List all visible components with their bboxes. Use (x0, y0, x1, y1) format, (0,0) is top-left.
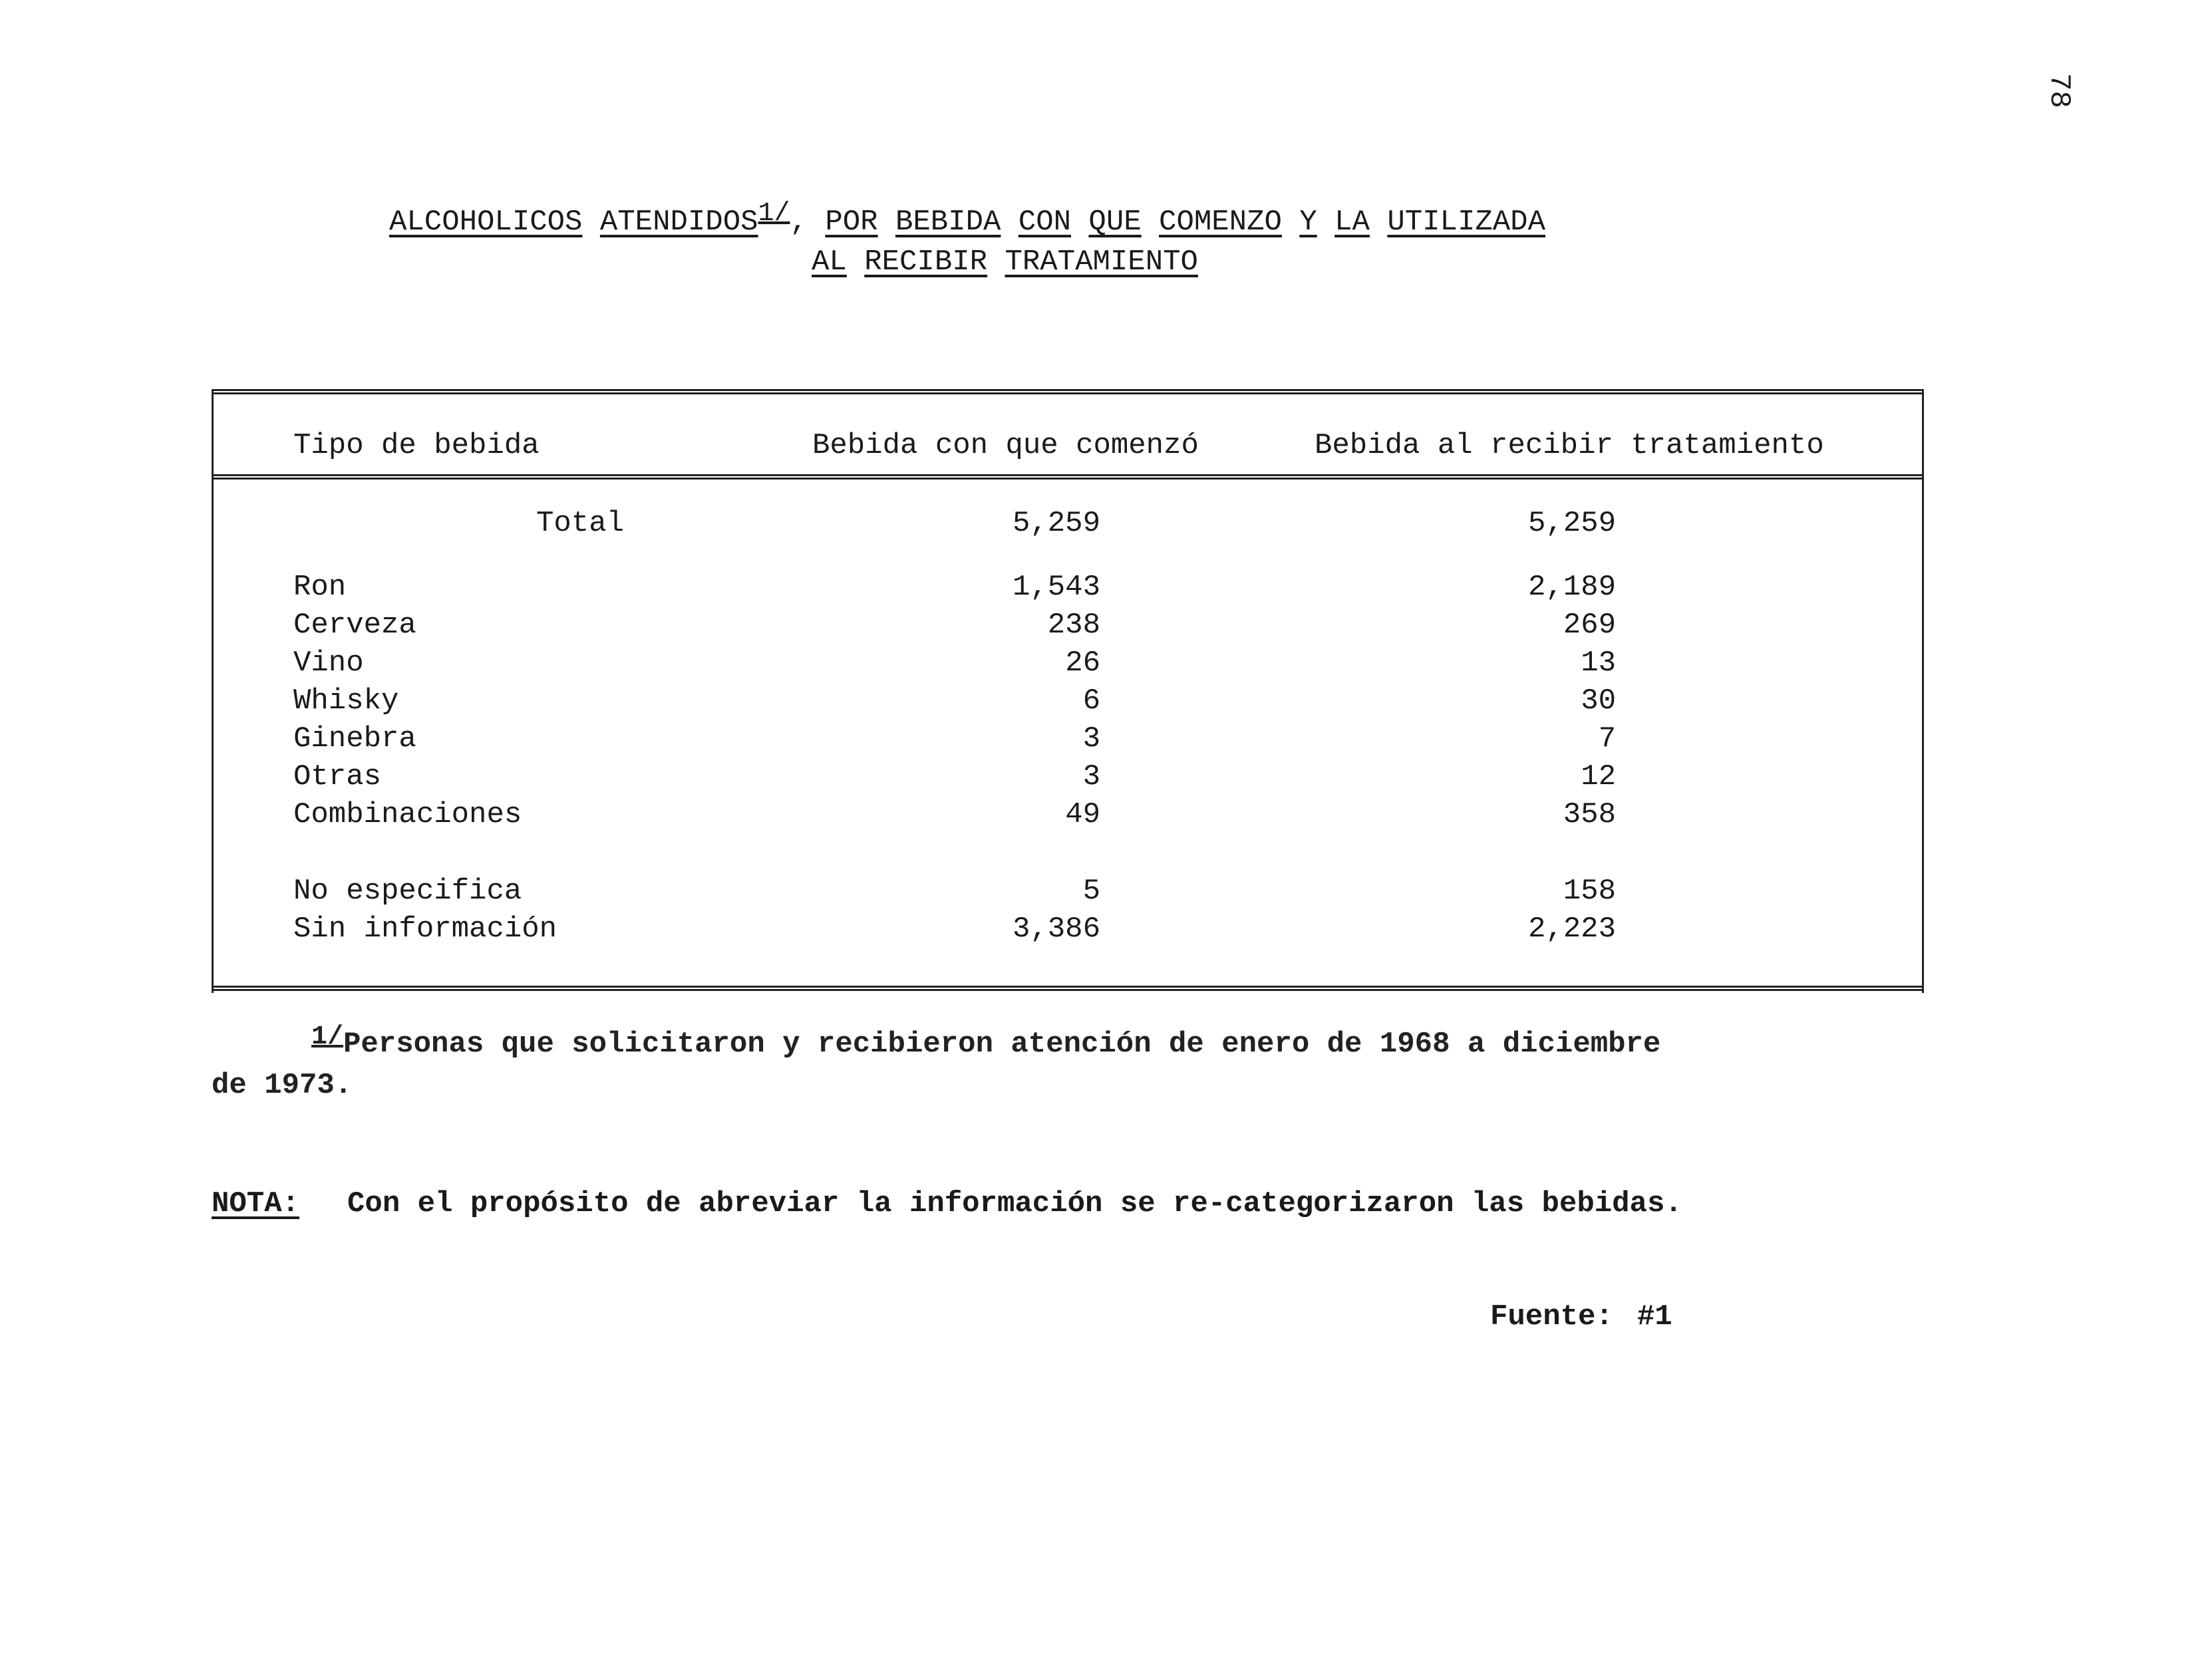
value-treatment: 5,259 (1527, 507, 1616, 540)
title-word: ALCOHOLICOS (389, 206, 583, 239)
nota (212, 1187, 1682, 1220)
nota-text: Con el propósito de abreviar la información se re-categorizaron las bebidas. (347, 1187, 1682, 1220)
row-label: Cerveza (293, 609, 416, 642)
value-treatment: 13 (1581, 646, 1616, 680)
row-label: Total (536, 507, 625, 540)
header-bebida-al-recibir-tratamiento: Bebida al recibir tratamiento (1315, 429, 1824, 462)
title-line-2 (389, 243, 1720, 281)
value-start: 3 (1082, 722, 1100, 756)
title-word: ATENDIDOS (599, 206, 758, 239)
title-word: TRATAMIENTO (1005, 245, 1198, 279)
title-footnote-ref: 1/ (758, 199, 790, 229)
value-treatment: 158 (1563, 875, 1616, 908)
footnote-text: Personas que solicitaron y recibieron atención de enero de 1968 a diciembre (343, 1028, 1661, 1061)
value-start: 49 (1065, 798, 1100, 831)
footnote-mark: 1/ (311, 1022, 344, 1052)
value-start: 26 (1065, 646, 1100, 680)
nota-label: NOTA: (212, 1187, 300, 1220)
source-value: #1 (1637, 1300, 1672, 1333)
row-label: Combinaciones (293, 798, 522, 831)
title-word: QUE (1088, 206, 1142, 239)
row-label: Ginebra (293, 722, 416, 756)
table-title (389, 199, 1720, 281)
title-word: BEBIDA (895, 206, 1001, 239)
title-line-1: ALCOHOLICOS ATENDIDOS1/, POR BEBIDA CON QUE COMENZO Y LA UTILIZADA (389, 199, 1545, 239)
table-row (214, 609, 1922, 646)
value-start: 5,259 (1012, 507, 1100, 540)
table-header-rule (214, 474, 1922, 480)
footnote-line-1 (212, 1024, 1875, 1065)
footnote-line-2: de 1973. (212, 1069, 353, 1102)
header-tipo-de-bebida: Tipo de bebida (293, 429, 540, 462)
table-row (214, 875, 1922, 912)
table-top-rule (214, 389, 1922, 394)
value-start: 5 (1082, 875, 1100, 908)
value-treatment: 7 (1598, 722, 1616, 756)
title-word: COMENZO (1159, 206, 1282, 239)
table-row (214, 646, 1922, 684)
table-bottom-rule (214, 986, 1922, 991)
value-treatment: 269 (1563, 609, 1616, 642)
table-row (214, 571, 1922, 609)
page-number: 78 (2042, 73, 2076, 108)
table-row (214, 722, 1922, 760)
value-start: 238 (1047, 609, 1100, 642)
row-label: Ron (293, 571, 347, 604)
row-label: No especifica (293, 875, 522, 908)
value-treatment: 2,189 (1527, 571, 1616, 604)
value-treatment: 358 (1563, 798, 1616, 831)
table-row-total (214, 507, 1922, 545)
value-start: 6 (1082, 684, 1100, 718)
source-line (1490, 1300, 1672, 1333)
title-word: Y (1299, 206, 1317, 239)
header-bebida-con-que-comenzo: Bebida con que comenzó (812, 429, 1199, 462)
table-row (214, 684, 1922, 722)
value-start: 3 (1082, 760, 1100, 793)
value-treatment: 2,223 (1527, 912, 1616, 946)
footnote (212, 1024, 1875, 1105)
value-treatment: 30 (1581, 684, 1616, 718)
data-table (212, 389, 1924, 993)
table-row (214, 912, 1922, 950)
title-word: AL (812, 245, 847, 279)
row-label: Otras (293, 760, 382, 793)
title-word: UTILIZADA (1387, 206, 1545, 239)
row-label: Sin información (293, 912, 557, 946)
title-word: POR (825, 206, 878, 239)
table-row (214, 798, 1922, 836)
row-label: Vino (293, 646, 364, 680)
table-row (214, 760, 1922, 798)
value-start: 3,386 (1012, 912, 1100, 946)
title-word: RECIBIR (864, 245, 988, 279)
source-label: Fuente: (1490, 1300, 1613, 1333)
value-start: 1,543 (1012, 571, 1100, 604)
title-word: CON (1018, 206, 1072, 239)
value-treatment: 12 (1581, 760, 1616, 793)
row-label: Whisky (293, 684, 399, 718)
title-word: LA (1335, 206, 1370, 239)
